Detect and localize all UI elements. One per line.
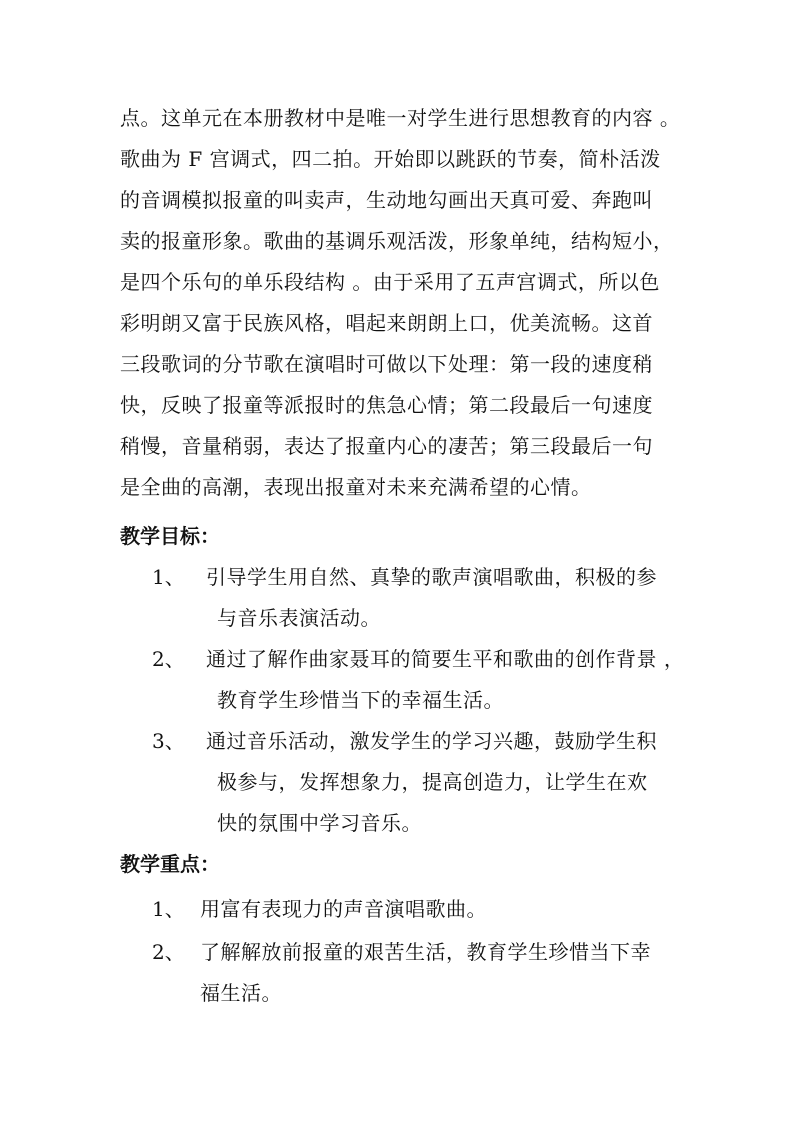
list-item bbox=[120, 721, 700, 844]
item-text: 教育学生珍惜当下的幸福生活。 bbox=[217, 688, 504, 712]
item-text: 了解解放前报童的艰苦生活，教育学生珍惜当下幸 bbox=[200, 940, 651, 964]
item-number: 2、 bbox=[152, 940, 185, 964]
item-text: 通过了解作曲家聂耳的简要生平和歌曲的创作背景 ， bbox=[206, 647, 685, 671]
paragraph-line: 歌曲为 F 宫调式，四二拍。开始即以跳跃的节奏，简朴活泼 bbox=[120, 147, 661, 171]
item-number: 1、 bbox=[152, 565, 185, 589]
item-text: 引导学生用自然、真挚的歌声演唱歌曲，积极的参 bbox=[206, 565, 657, 589]
item-number: 1、 bbox=[152, 897, 185, 921]
item-text: 福生活。 bbox=[200, 981, 282, 1005]
paragraph-line: 彩明朗又富于民族风格，唱起来朗朗上口，优美流畅。这首 bbox=[120, 311, 653, 335]
item-text: 极参与，发挥想象力，提高创造力，让学生在欢 bbox=[217, 770, 648, 794]
key-points-list bbox=[120, 889, 700, 1014]
paragraph-line: 是全曲的高潮，表现出报童对未来充满希望的心情。 bbox=[120, 475, 592, 499]
intro-paragraph bbox=[120, 98, 680, 508]
item-text: 快的氛围中学习音乐。 bbox=[217, 811, 422, 835]
paragraph-line: 点。这单元在本册教材中是唯一对学生进行思想教育的内容 。 bbox=[120, 106, 681, 130]
paragraph-line: 三段歌词的分节歌在演唱时可做以下处理：第一段的速度稍 bbox=[120, 352, 653, 376]
item-text: 通过音乐活动，激发学生的学习兴趣，鼓励学生积 bbox=[206, 729, 657, 753]
paragraph-line: 卖的报童形象。歌曲的基调乐观活泼，形象单纯，结构短小， bbox=[120, 229, 674, 253]
paragraph-line: 稍慢，音量稍弱，表达了报童内心的凄苦；第三段最后一句 bbox=[120, 434, 653, 458]
paragraph-line: 快，反映了报童等派报时的焦急心情；第二段最后一句速度 bbox=[120, 393, 653, 417]
item-text: 用富有表现力的声音演唱歌曲。 bbox=[200, 897, 487, 921]
list-item bbox=[120, 639, 700, 721]
list-item bbox=[120, 557, 700, 639]
goals-list bbox=[120, 557, 700, 844]
paragraph-line: 是四个乐句的单乐段结构 。由于采用了五声宫调式，所以色 bbox=[120, 270, 660, 294]
item-number: 3、 bbox=[152, 729, 185, 753]
list-item bbox=[120, 932, 700, 1014]
item-number: 2、 bbox=[152, 647, 185, 671]
key-points-heading: 教学重点： bbox=[120, 852, 220, 876]
list-item bbox=[120, 889, 700, 930]
goals-heading: 教学目标： bbox=[120, 524, 220, 548]
paragraph-line: 的音调模拟报童的叫卖声，生动地勾画出天真可爱、奔跑叫 bbox=[120, 188, 653, 212]
item-text: 与音乐表演活动。 bbox=[217, 606, 381, 630]
